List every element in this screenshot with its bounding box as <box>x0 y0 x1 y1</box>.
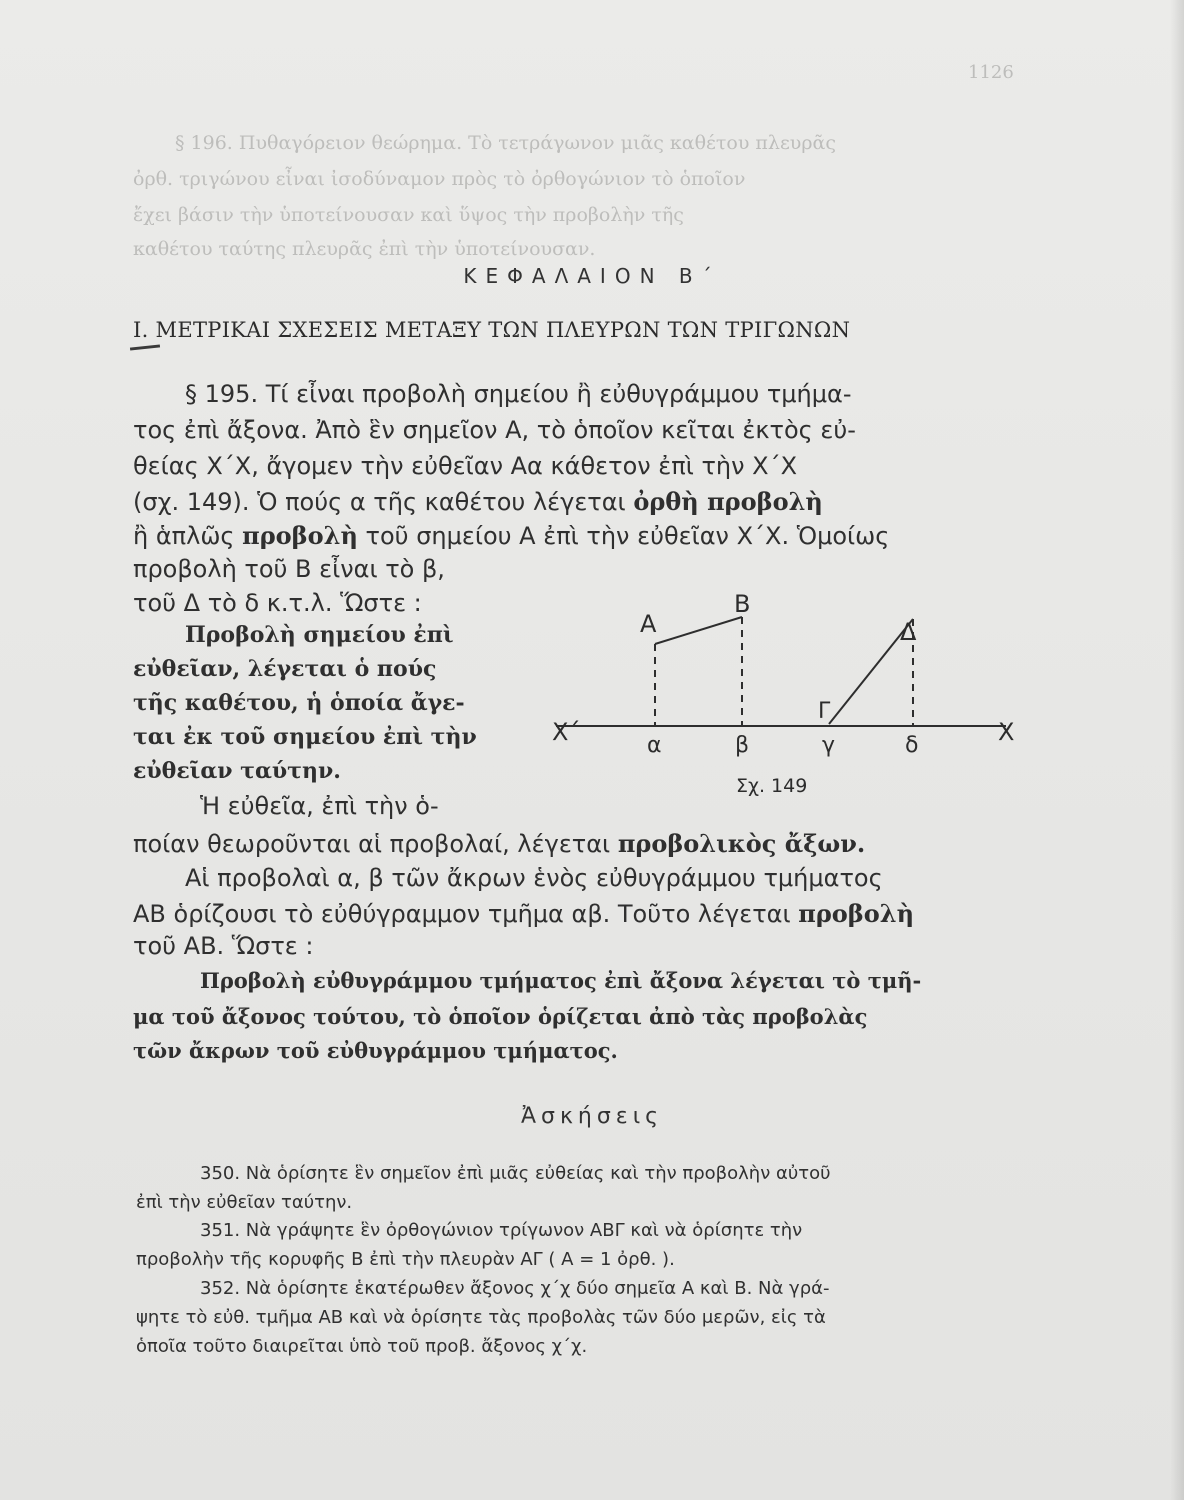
exercise-line: 352. Νὰ ὁρίσητε ἑκατέρωθεν ἄξονος χ΄χ δύο σημεῖα Α καὶ Β. Νὰ γρά- <box>200 1278 830 1299</box>
bleed-line: καθέτου ταύτης πλευρᾶς ἐπὶ τὴν ὑποτείνουσαν. <box>133 238 596 260</box>
paragraph-line: ἢ ἁπλῶς προβολὴ τοῦ σημείου Α ἐπὶ τὴν εὐθεῖαν Χ΄Χ. Ὁμοίως <box>133 521 890 550</box>
projection-figure <box>546 586 1036 806</box>
exercise-line: προβολὴν τῆς κορυφῆς Β ἐπὶ τὴν πλευρὰν ΑΓ ( Α = 1 ὀρθ. ). <box>136 1249 675 1270</box>
paragraph-line: ΑΒ ὁρίζουσι τὸ εὐθύγραμμον τμῆμα αβ. Τοῦτο λέγεται προβολὴ <box>133 899 915 928</box>
label-B: Β <box>734 590 751 618</box>
definition-line: ται ἐκ τοῦ σημείου ἐπὶ τὴν <box>133 724 477 750</box>
label-A: Α <box>640 610 657 638</box>
exercises-heading: Ἀσκήσεις <box>520 1104 664 1129</box>
paragraph-line: § 195. Τί εἶναι προβολὴ σημείου ἢ εὐθυγράμμου τμήμα- <box>185 380 852 408</box>
section-title: Ι. ΜΕΤΡΙΚΑΙ ΣΧΕΣΕΙΣ ΜΕΤΑΞΥ ΤΩΝ ΠΛΕΥΡΩΝ ΤΩΝ ΤΡΙΓΩΝΩΝ <box>133 318 851 342</box>
paragraph-line: τοῦ ΑΒ. Ὥστε : <box>133 932 314 960</box>
bleed-line: ὀρθ. τριγώνου εἶναι ἰσοδύναμον πρὸς τὸ ὀρθογώνιον τὸ ὁποῖον <box>133 168 746 190</box>
paragraph-line: τος ἐπὶ ἄξονα. Ἀπὸ ἓν σημεῖον Α, τὸ ὁποῖον κεῖται ἐκτὸς εὐ- <box>133 416 856 444</box>
definition-line: τῆς καθέτου, ἡ ὁποία ἄγε- <box>133 690 465 716</box>
paragraph-line: προβολὴ τοῦ Β εἶναι τὸ β, <box>133 555 445 583</box>
term-bold: προβολὴ <box>798 899 915 928</box>
exercise-line: ψητε τὸ εὐθ. τμῆμα ΑΒ καὶ νὰ ὁρίσητε τὰς προβολὰς τῶν δύο μερῶν, εἰς τὰ <box>136 1307 826 1328</box>
paragraph-line: Αἱ προβολαὶ α, β τῶν ἄκρων ἑνὸς εὐθυγράμμου τμήματος <box>185 864 883 892</box>
term-bold: προβολικὸς ἄξων. <box>617 829 866 858</box>
exercise-line: ὁποῖα τοῦτο διαιρεῖται ὑπὸ τοῦ προβ. ἄξονος χ΄χ. <box>136 1336 588 1357</box>
paragraph-line: θείας Χ΄Χ, ἄγομεν τὴν εὐθεῖαν Αα κάθετον ἐπὶ τὴν Χ΄Χ <box>133 452 798 480</box>
paragraph-line: τοῦ Δ τὸ δ κ.τ.λ. Ὥστε : <box>133 589 422 617</box>
page-edge-shadow <box>1170 0 1184 1500</box>
definition-line: Προβολὴ εὐθυγράμμου τμήματος ἐπὶ ἄξονα λέγεται τὸ τμῆ- <box>200 968 922 993</box>
term-bold: ὀρθὴ προβολὴ <box>633 487 823 516</box>
bleed-line: § 196. Πυθαγόρειον θεώρημα. Τὸ τετράγωνον μιᾶς καθέτου πλευρᾶς <box>175 132 836 154</box>
exercise-line: 351. Νὰ γράψητε ἓν ὀρθογώνιον τρίγωνον ΑΒΓ καὶ νὰ ὁρίσητε τὴν <box>200 1220 803 1241</box>
bleed-page-number: 1126 <box>968 62 1014 83</box>
definition-line: Προβολὴ σημείου ἐπὶ <box>185 622 454 648</box>
definition-line: εὐθεῖαν ταύτην. <box>133 758 341 784</box>
term-bold: προβολὴ <box>242 521 358 550</box>
label-x-left: Χ΄ <box>552 718 581 746</box>
exercise-line: 350. Νὰ ὁρίσητε ἓν σημεῖον ἐπὶ μιᾶς εὐθείας καὶ τὴν προβολὴν αὐτοῦ <box>200 1163 831 1184</box>
definition-line: μα τοῦ ἄξονος τούτου, τὸ ὁποῖον ὁρίζεται ἀπὸ τὰς προβολὰς <box>133 1004 868 1029</box>
label-delta: Δ <box>900 618 917 646</box>
label-beta: β <box>735 733 750 758</box>
chapter-heading: ΚΕΦΑΛΑΙΟΝ Β΄ <box>463 264 721 288</box>
label-x-right: Χ <box>998 718 1015 746</box>
definition-line: τῶν ἄκρων τοῦ εὐθυγράμμου τμήματος. <box>133 1038 618 1063</box>
segment-ab <box>655 617 742 644</box>
paragraph-line: Ἡ εὐθεῖα, ἐπὶ τὴν ὁ- <box>200 792 439 820</box>
definition-line: εὐθεῖαν, λέγεται ὁ πούς <box>133 656 437 682</box>
figure-caption: Σχ. 149 <box>736 775 808 797</box>
label-small-gamma: γ <box>822 733 836 758</box>
pencil-underline-mark <box>130 344 160 350</box>
label-alpha: α <box>647 733 662 758</box>
bleed-line: ἔχει βάσιν τὴν ὑποτείνουσαν καὶ ὕψος τὴν προβολὴν τῆς <box>133 204 684 226</box>
paragraph-line: (σχ. 149). Ὁ πούς α τῆς καθέτου λέγεται ὀρθὴ προβολὴ <box>133 487 823 516</box>
label-gamma: Γ <box>818 699 831 724</box>
paragraph-line: ποίαν θεωροῦνται αἱ προβολαί, λέγεται προβολικὸς ἄξων. <box>133 829 866 858</box>
exercise-line: ἐπὶ τὴν εὐθεῖαν ταύτην. <box>136 1192 353 1213</box>
label-small-delta: δ <box>905 733 919 758</box>
